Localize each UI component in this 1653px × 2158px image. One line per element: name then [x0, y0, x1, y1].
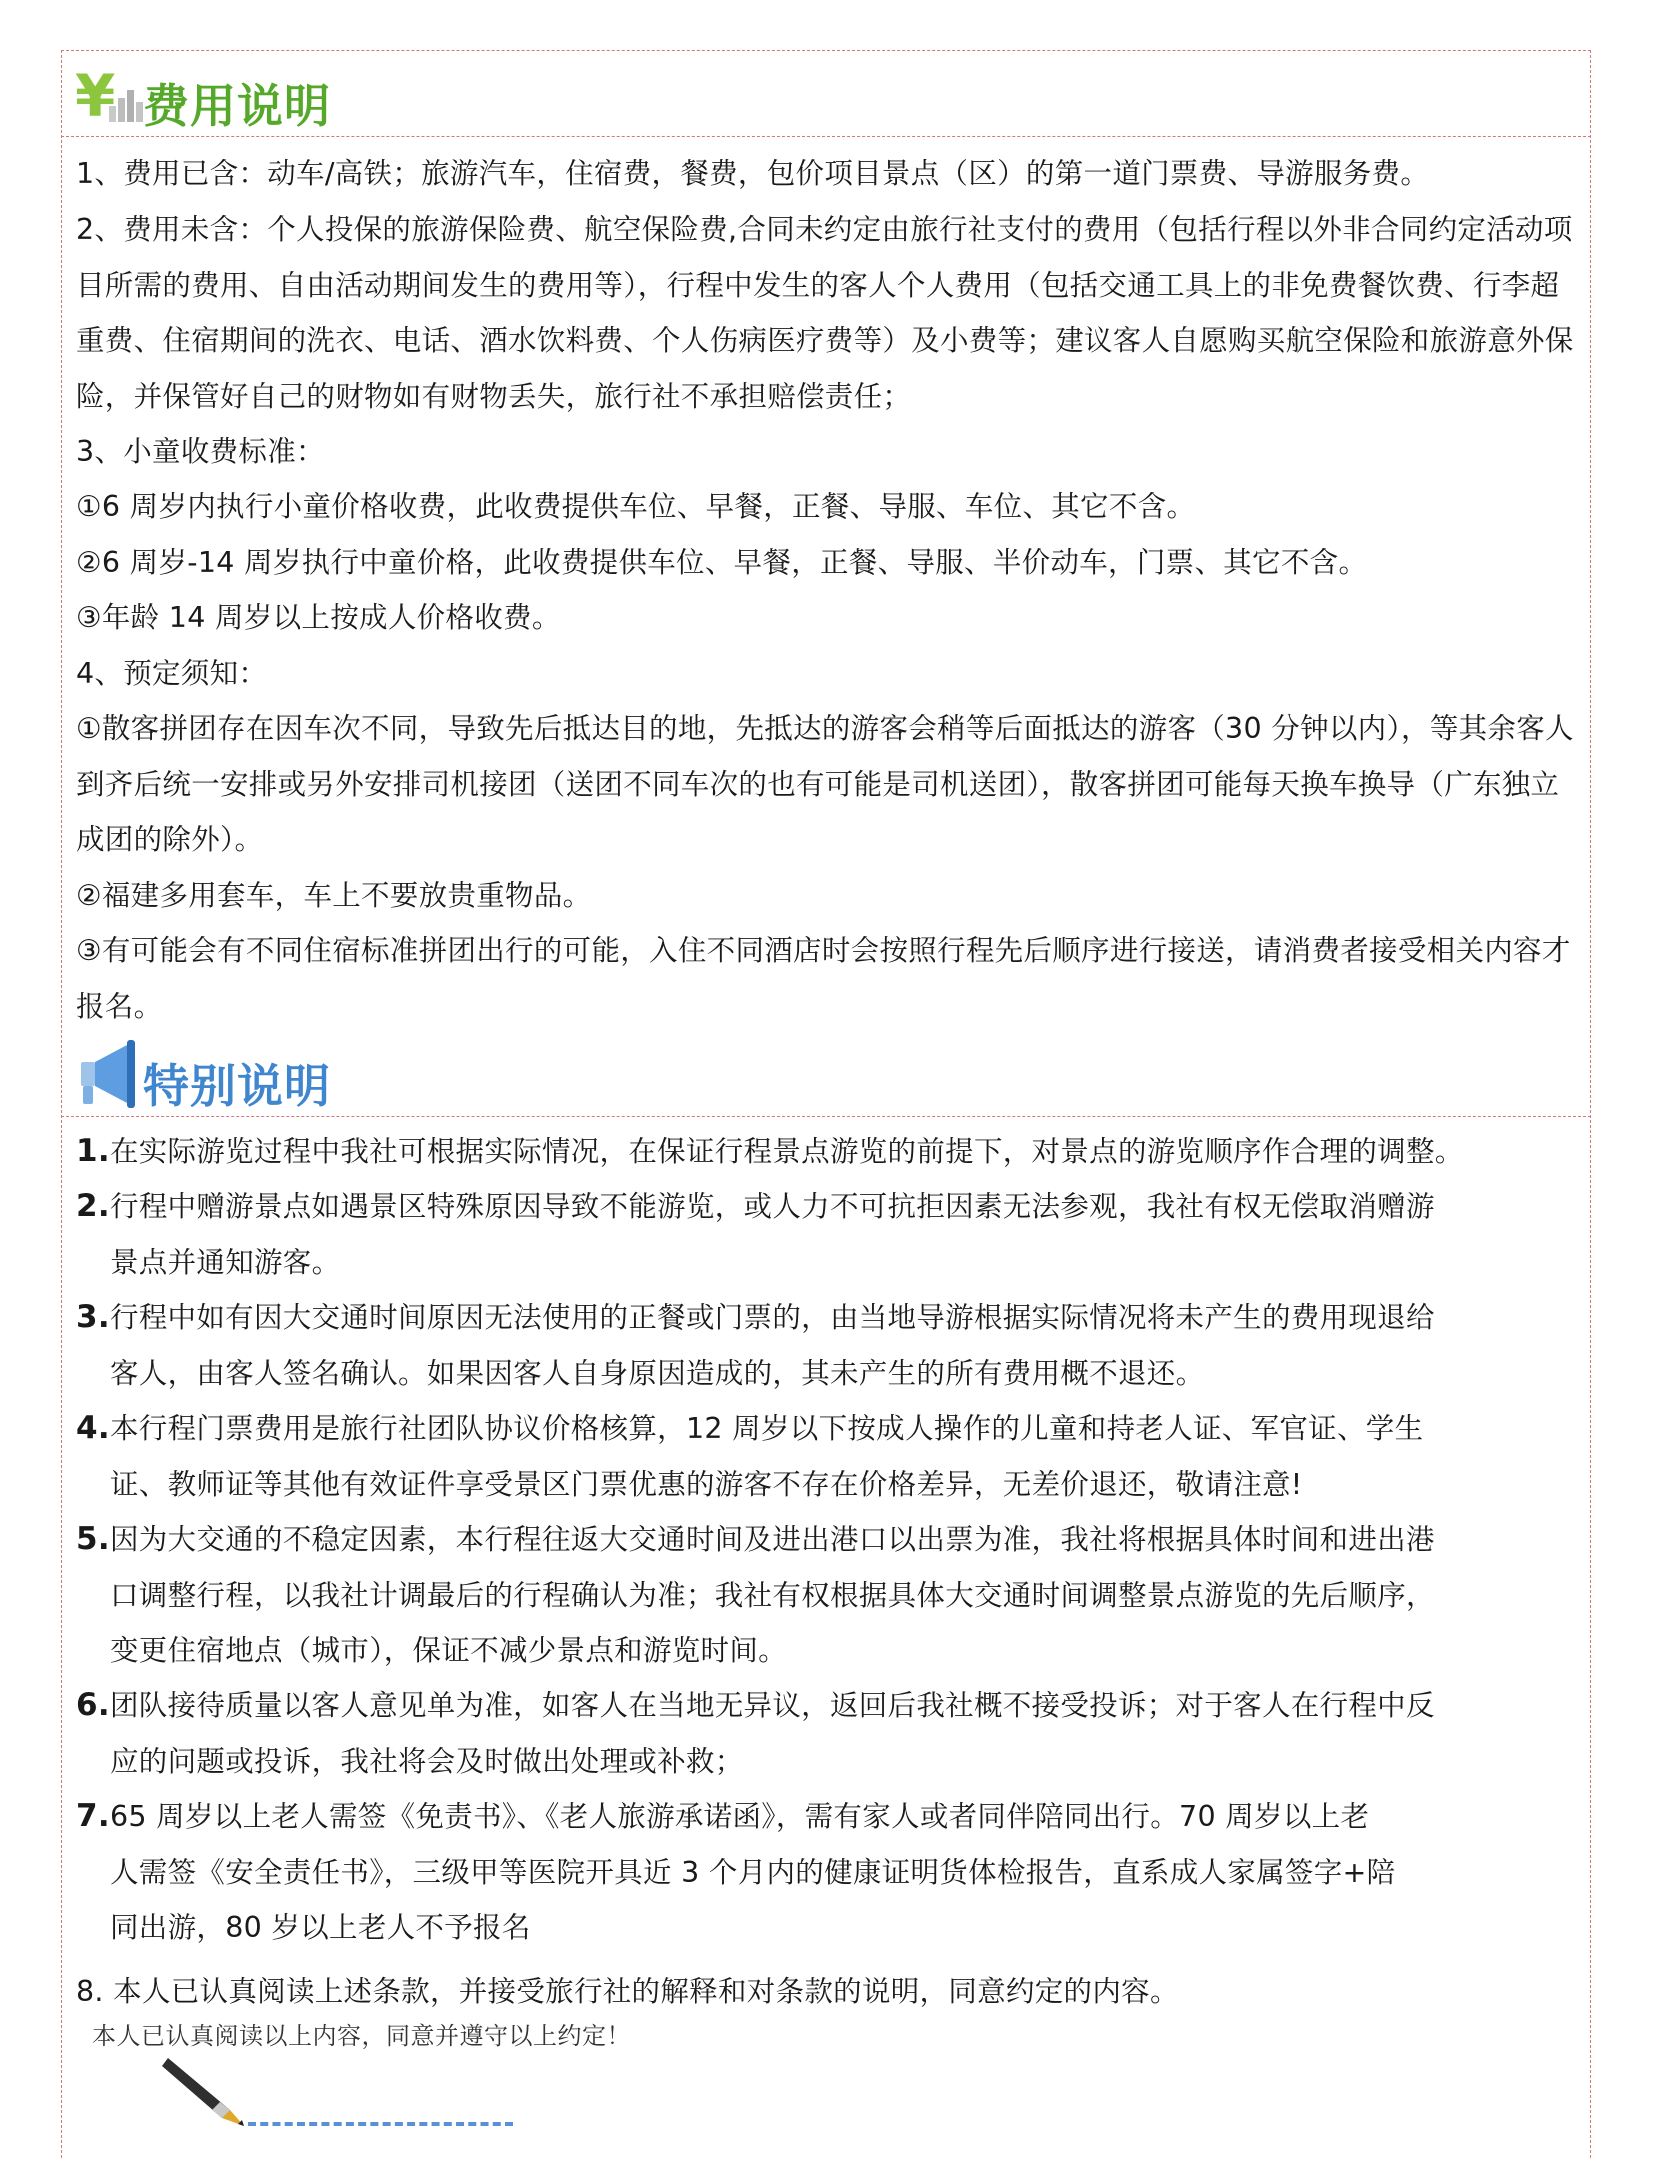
- special-item-3: [76, 1290, 1556, 1401]
- special-item-line: [76, 1290, 1556, 1346]
- megaphone-icon: [79, 1036, 147, 1112]
- special-header-divider: [61, 1116, 1591, 1117]
- special-item-7: [76, 1789, 1556, 1956]
- svg-text:¥: ¥: [75, 64, 116, 126]
- signature-note: 本人已认真阅读以上内容，同意并遵守以上约定！: [92, 2022, 631, 2050]
- special-item-line: [76, 1401, 1556, 1457]
- special-item-line: [76, 1124, 1556, 1180]
- item-number: 1.: [76, 1133, 110, 1169]
- item-text-continued: 变更住宿地点（城市），保证不减少景点和游览时间。: [110, 1634, 787, 1667]
- item-text: 在实际游览过程中我社可根据实际情况，在保证行程景点游览的前提下，对景点的游览顺序作合理的调整。: [109, 1135, 1464, 1168]
- special-item-line: [76, 1678, 1556, 1734]
- item-text: 行程中如有因大交通时间原因无法使用的正餐或门票的，由当地导游根据实际情况将未产生的费用现退给: [109, 1301, 1435, 1334]
- item-text-continued: 应的问题或投诉，我社将会及时做出处理或补救；: [110, 1744, 744, 1778]
- item-number: 2.: [76, 1188, 110, 1224]
- fee-excluded: 2、费用未含：个人投保的旅游保险费、航空保险费,合同未约定由旅行社支付的费用（包括行程以外非合同约定活动项目所需的费用、自由活动期间发生的费用等），行程中发生的客人个人费用（包括交通工具上的非免费餐饮费、行李超重费、住宿期间的洗衣、电话、酒水饮料费、个人伤病医疗费等）及小费等；建议客人自愿购买航空保险和旅游意外保险，并保管好自己的财物如有财物丢失，旅行社不承担赔偿责任；: [76, 213, 1574, 413]
- fee-section-header: [61, 50, 1591, 136]
- special-section-title: 特别说明: [143, 1059, 331, 1113]
- item-number: 7.: [76, 1798, 110, 1834]
- booking-notice-heading: 4、预定须知：: [76, 657, 268, 690]
- item-text: 65 周岁以上老人需签《免责书》、《老人旅游承诺函》，需有家人或者同伴陪同出行。70 周岁以上老: [109, 1800, 1370, 1833]
- yen-chart-icon: [75, 64, 147, 126]
- item-text: 行程中赠游景点如遇景区特殊原因导致不能游览，或人力不可抗拒因素无法参观，我社有权无偿取消赠游: [109, 1190, 1435, 1223]
- item-number: 4.: [76, 1410, 110, 1446]
- booking-notice-3: ③有可能会有不同住宿标准拼团出行的可能，入住不同酒店时会按照行程先后顺序进行接送，请消费者接受相关内容才报名。: [76, 934, 1571, 1023]
- fee-included: 1、费用已含：动车/高铁；旅游汽车，住宿费，餐费，包价项目景点（区）的第一道门票费、导游服务费。: [76, 157, 1430, 190]
- child-fee-over14: ③年龄 14 周岁以上按成人价格收费。: [76, 601, 561, 634]
- signature-line[interactable]: [248, 2122, 513, 2126]
- special-item-8: 8. 本人已认真阅读上述条款，并接受旅行社的解释和对条款的说明，同意约定的内容。: [76, 1975, 1179, 2008]
- child-fee-under6: ①6 周岁内执行小童价格收费，此收费提供车位、早餐，正餐、导服、车位、其它不含。: [76, 490, 1196, 523]
- special-item-1: [76, 1124, 1556, 1180]
- item-text-continued: 同出游，80 岁以上老人不予报名: [110, 1911, 531, 1944]
- special-item-line: [76, 1789, 1556, 1845]
- item-text-continued: 证、教师证等其他有效证件享受景区门票优惠的游客不存在价格差异，无差价退还，敬请注意!: [110, 1467, 1303, 1501]
- item-text: 团队接待质量以客人意见单为准，如客人在当地无异议，返回后我社概不接受投诉；对于客人在行程中反: [109, 1689, 1435, 1722]
- item-text: 本行程门票费用是旅行社团队协议价格核算，12 周岁以下按成人操作的儿童和持老人证、军官证、学生: [109, 1412, 1424, 1445]
- booking-notice-2: ②福建多用套车，车上不要放贵重物品。: [76, 879, 592, 912]
- special-item-line: [76, 1179, 1556, 1235]
- child-fee-6to14: ②6 周岁-14 周岁执行中童价格，此收费提供车位、早餐，正餐、导服、半价动车，门票、其它不含。: [76, 546, 1368, 579]
- booking-notice-1: ①散客拼团存在因车次不同，导致先后抵达目的地，先抵达的游客会稍等后面抵达的游客（30 分钟以内），等其余客人到齐后统一安排或另外安排司机接团（送团不同车次的也有可能是司机送团），散客拼团可能每天换车换导（广东独立成团的除外）。: [76, 712, 1574, 856]
- pen-icon: [160, 2052, 250, 2132]
- item-text-continued: 口调整行程，以我社计调最后的行程确认为准；我社有权根据具体大交通时间调整景点游览的先后顺序，: [110, 1578, 1435, 1612]
- special-item-6: [76, 1678, 1556, 1789]
- special-item-5: [76, 1512, 1556, 1679]
- special-item-2: [76, 1179, 1556, 1290]
- fee-section-title: 费用说明: [143, 79, 331, 133]
- special-section-header: [61, 1030, 1591, 1116]
- item-number: 6.: [76, 1687, 110, 1723]
- fee-header-divider: [61, 136, 1591, 137]
- item-number: 3.: [76, 1299, 110, 1335]
- item-number: 5.: [76, 1521, 110, 1557]
- special-item-line: [76, 1512, 1556, 1568]
- item-text-continued: 客人，由客人签名确认。如果因客人自身原因造成的，其未产生的所有费用概不退还。: [110, 1356, 1205, 1390]
- special-item-4: [76, 1401, 1556, 1512]
- item-text-continued: 景点并通知游客。: [110, 1245, 341, 1279]
- item-text-continued: 人需签《安全责任书》，三级甲等医院开具近 3 个月内的健康证明货体检报告，直系成人家属签字+陪: [110, 1855, 1396, 1889]
- item-text: 因为大交通的不稳定因素，本行程往返大交通时间及进出港口以出票为准，我社将根据具体时间和进出港: [109, 1523, 1435, 1556]
- child-fee-heading: 3、小童收费标准：: [76, 435, 325, 468]
